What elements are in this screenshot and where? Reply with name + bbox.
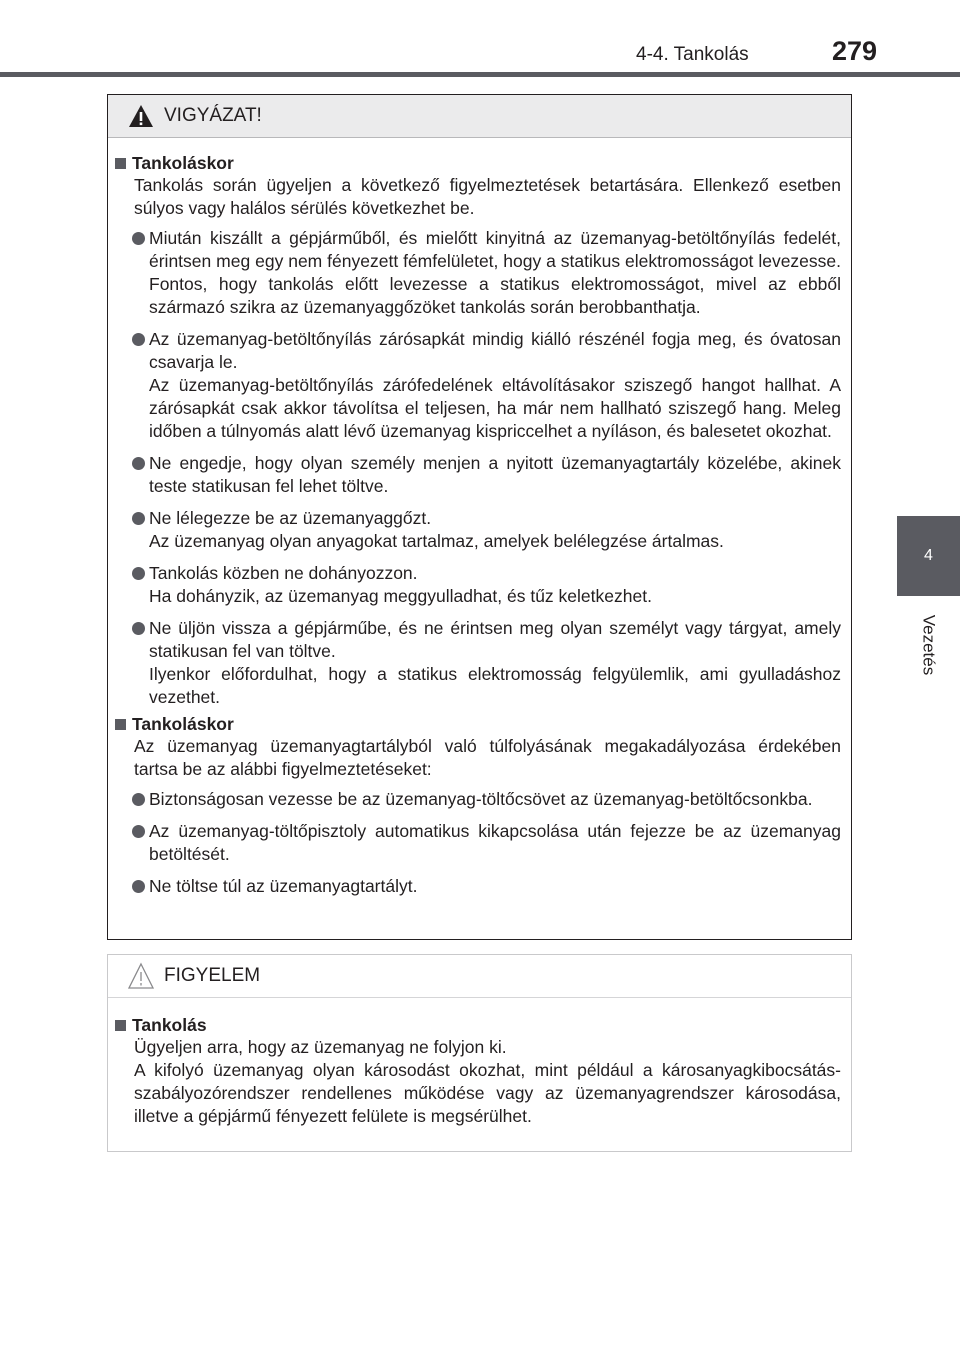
notice-title: FIGYELEM xyxy=(164,965,261,986)
list-item-text: Az üzemanyag-töltőpisztoly automatikus kikapcsolása után fejezze be az üzemanyag betöltését. xyxy=(149,821,841,864)
list-item-text: Ne lélegezze be az üzemanyaggőzt. xyxy=(149,508,432,528)
notice-header xyxy=(108,955,851,998)
list-item-text: Biztonságosan vezesse be az üzemanyag-töltőcsövet az üzemanyag-betöltőcsonkba. xyxy=(149,789,813,809)
section-heading xyxy=(115,1014,841,1036)
warning-triangle-icon xyxy=(128,104,154,128)
warning-list xyxy=(115,788,841,898)
chapter-label xyxy=(897,604,960,686)
list-item-text: Ne engedje, hogy olyan személy menjen a nyitott üzemanyagtartály közelébe, akinek teste statikusan fel lehet töltve. xyxy=(149,453,841,496)
list-item-detail: Ha dohányzik, az üzemanyag meggyulladhat, és tűz keletkezhet. xyxy=(149,586,652,606)
notice-line: A kifolyó üzemanyag olyan károsodást okozhat, mint például a károsanyagkibocsátás-szabályozórendszer rendellenes működése vagy az üzemanyagrendszer károsodása, illetve a gépjármű fényezett felülete is megsérülhet. xyxy=(134,1060,841,1126)
header-rule xyxy=(0,72,960,77)
section-heading-text: Tankoláskor xyxy=(132,153,234,173)
warning-outline-triangle-icon xyxy=(128,962,154,990)
notice-box xyxy=(107,954,852,1152)
section-heading-text: Tankoláskor xyxy=(132,714,234,734)
circle-bullet-icon xyxy=(132,232,145,245)
square-bullet-icon xyxy=(115,719,126,730)
list-item xyxy=(115,617,841,709)
warning-title: VIGYÁZAT! xyxy=(164,105,262,126)
section-heading-text: Tankolás xyxy=(132,1015,207,1035)
circle-bullet-icon xyxy=(132,825,145,838)
circle-bullet-icon xyxy=(132,457,145,470)
warning-section-overflow xyxy=(115,713,841,898)
circle-bullet-icon xyxy=(132,512,145,525)
notice-section xyxy=(115,1014,841,1128)
list-item-text: Tankolás közben ne dohányozzon. xyxy=(149,563,418,583)
circle-bullet-icon xyxy=(132,333,145,346)
list-item-text: Az üzemanyag-betöltőnyílás zárósapkát mindig kiálló részénél fogja meg, és óvatosan csavarja le. xyxy=(149,329,841,372)
list-item-detail: Az üzemanyag olyan anyagokat tartalmaz, amelyek belélegzése ártalmas. xyxy=(149,531,724,551)
chapter-tab xyxy=(897,516,960,596)
section-heading xyxy=(115,713,841,735)
list-item-text: Ne töltse túl az üzemanyagtartályt. xyxy=(149,876,418,896)
list-item-text: Miután kiszállt a gépjárműből, és mielőtt kinyitná az üzemanyag-betöltőnyílás fedelét, érintsen meg egy nem fényezett fémfelületet, hogy a statikus elektromosságot levezesse. Fontos, hogy tankolás előtt levezesse a statikus elektromosságot, mivel az ebből származó szikra az üzemanyaggőzöket tankolás során berobbanthatja. xyxy=(149,228,841,317)
square-bullet-icon xyxy=(115,158,126,169)
list-item-text: Ne üljön vissza a gépjárműbe, és ne érintsen meg olyan személyt vagy tárgyat, amely statikusan fel van töltve. xyxy=(149,618,841,661)
square-bullet-icon xyxy=(115,1020,126,1031)
circle-bullet-icon xyxy=(132,880,145,893)
warning-section-refueling xyxy=(115,152,841,709)
list-item-detail: Ilyenkor előfordulhat, hogy a statikus elektromosság felgyülemlik, ami gyulladáshoz vezethet. xyxy=(149,664,841,707)
notice-line: Ügyeljen arra, hogy az üzemanyag ne folyjon ki. xyxy=(134,1037,507,1057)
header-section-title: 4-4. Tankolás xyxy=(636,44,749,65)
circle-bullet-icon xyxy=(132,622,145,635)
list-item xyxy=(115,452,841,498)
section-heading xyxy=(115,152,841,174)
warning-box xyxy=(107,94,852,940)
list-item-detail: Az üzemanyag-betöltőnyílás zárófedelének eltávolításakor sziszegő hangot hallhat. A zárósapkát csak akkor távolítsa el teljesen, ha már nem hallható sziszegő hang. Meleg időben a túlnyomás alatt lévő üzemanyag kispriccelhet a nyíláson, és balesetet okozhat. xyxy=(149,375,841,441)
list-item xyxy=(115,328,841,443)
circle-bullet-icon xyxy=(132,793,145,806)
chapter-number: 4 xyxy=(924,547,933,564)
warning-list xyxy=(115,227,841,709)
notice-text xyxy=(134,1036,841,1128)
section-intro: Az üzemanyag üzemanyagtartályból való túlfolyásának megakadályozása érdekében tartsa be az alábbi figyelmeztetéseket: xyxy=(134,736,841,779)
chapter-label-text: Vezetés xyxy=(919,614,939,676)
list-item xyxy=(115,820,841,866)
section-intro: Tankolás során ügyeljen a következő figyelmeztetések betartására. Ellenkező esetben súlyos vagy halálos sérülés következhet be. xyxy=(134,175,841,218)
circle-bullet-icon xyxy=(132,567,145,580)
list-item xyxy=(115,875,841,898)
page-number: 279 xyxy=(832,36,878,66)
list-item xyxy=(115,562,841,608)
list-item xyxy=(115,227,841,319)
list-item xyxy=(115,788,841,811)
list-item xyxy=(115,507,841,553)
warning-header xyxy=(108,95,851,138)
